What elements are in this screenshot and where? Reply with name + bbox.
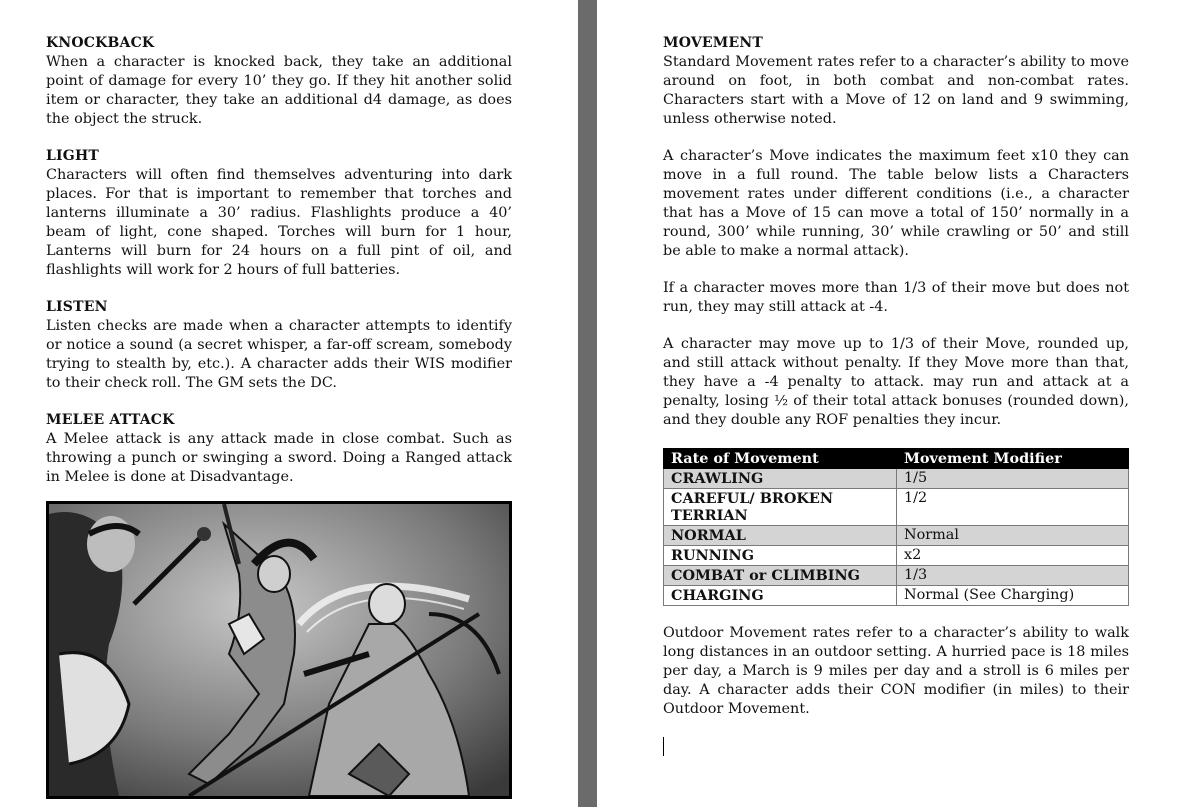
section-melee-attack — [46, 411, 512, 487]
section-body: When a character is knocked back, they take an additional point of damage for every 10’ they go. If they hit another solid item or character, they take an additional d4 damage, as does the object the struck. — [46, 54, 512, 127]
movement-table — [663, 448, 1129, 606]
table-header-cell: Rate of Movement — [664, 449, 897, 469]
table-row — [664, 469, 1129, 489]
modifier-cell: 1/2 — [897, 489, 1129, 526]
rate-cell: CAREFUL/ BROKEN TERRIAN — [664, 489, 897, 526]
movement-paragraph: A character may move up to 1/3 of their Move, rounded up, and still attack without penalty. If they Move more than that, they have a -4 penalty to attack. may run and attack at a penalty, losing ½ of their total attack bonuses (rounded down), and they double any ROF penalties they incur. — [663, 336, 1129, 428]
modifier-cell: x2 — [897, 546, 1129, 566]
table-header-cell: Movement Modifier — [897, 449, 1129, 469]
movement-heading: MOVEMENT — [663, 35, 763, 51]
outdoor-movement-paragraph: Outdoor Movement rates refer to a character’s ability to walk long distances in an outdoor setting. A hurried pace is 18 miles per day, a March is 9 miles per day and a stroll is 6 miles per day. A character adds their CON modifier (in miles) to their Outdoor Movement. — [663, 625, 1129, 717]
page-gutter — [578, 0, 597, 807]
section-knockback — [46, 34, 512, 129]
modifier-cell: Normal — [897, 526, 1129, 546]
section-body: Listen checks are made when a character attempts to identify or notice a sound (a secret whisper, a far-off scream, somebody trying to stealth by, etc.). A character adds their WIS modifier to their check roll. The GM sets the DC. — [46, 318, 512, 391]
table-row — [664, 546, 1129, 566]
section-heading: MELEE ATTACK — [46, 412, 175, 428]
table-row — [664, 566, 1129, 586]
rate-cell: CHARGING — [664, 586, 897, 606]
section-heading: LIGHT — [46, 148, 99, 164]
left-column — [46, 34, 512, 799]
table-row — [664, 526, 1129, 546]
rate-cell: COMBAT or CLIMBING — [664, 566, 897, 586]
rate-cell: CRAWLING — [664, 469, 897, 489]
combat-illustration — [46, 501, 512, 799]
table-row — [664, 489, 1129, 526]
section-listen — [46, 298, 512, 393]
movement-paragraph: Standard Movement rates refer to a character’s ability to move around on foot, in both combat and non-combat rates. Characters start with a Move of 12 on land and 9 swimming, unless otherwise noted. — [663, 54, 1129, 127]
table-header-row — [664, 449, 1129, 469]
left-page — [0, 0, 578, 807]
modifier-cell: 1/3 — [897, 566, 1129, 586]
movement-paragraph: A character’s Move indicates the maximum feet x10 they can move in a full round. The table below lists a Characters movement rates under different conditions (i.e., a character that has a Move of 15 can move a total of 150’ normally in a round, 300’ while running, 30’ while crawling or 50’ and still be able to make a normal attack). — [663, 148, 1129, 259]
text-cursor[interactable] — [663, 737, 664, 756]
movement-paragraph: If a character moves more than 1/3 of their move but does not run, they may still attack at -4. — [663, 280, 1129, 315]
rate-cell: NORMAL — [664, 526, 897, 546]
right-column — [663, 34, 1129, 756]
combat-illustration-art — [49, 504, 509, 796]
table-row — [664, 586, 1129, 606]
right-page — [597, 0, 1184, 807]
section-body: A Melee attack is any attack made in close combat. Such as throwing a punch or swinging a sword. Doing a Ranged attack in Melee is done at Disadvantage. — [46, 431, 512, 485]
section-body: Characters will often find themselves adventuring into dark places. For that is important to remember that torches and lanterns illuminate a 30’ radius. Flashlights produce a 40’ beam of light, cone shaped. Torches will burn for 1 hour, Lanterns will burn for 24 hours on a full pint of oil, and flashlights will work for 2 hours of full batteries. — [46, 167, 512, 278]
section-heading: LISTEN — [46, 299, 108, 315]
modifier-cell: Normal (See Charging) — [897, 586, 1129, 606]
section-heading: KNOCKBACK — [46, 35, 155, 51]
modifier-cell: 1/5 — [897, 469, 1129, 489]
section-light — [46, 147, 512, 280]
rate-cell: RUNNING — [664, 546, 897, 566]
